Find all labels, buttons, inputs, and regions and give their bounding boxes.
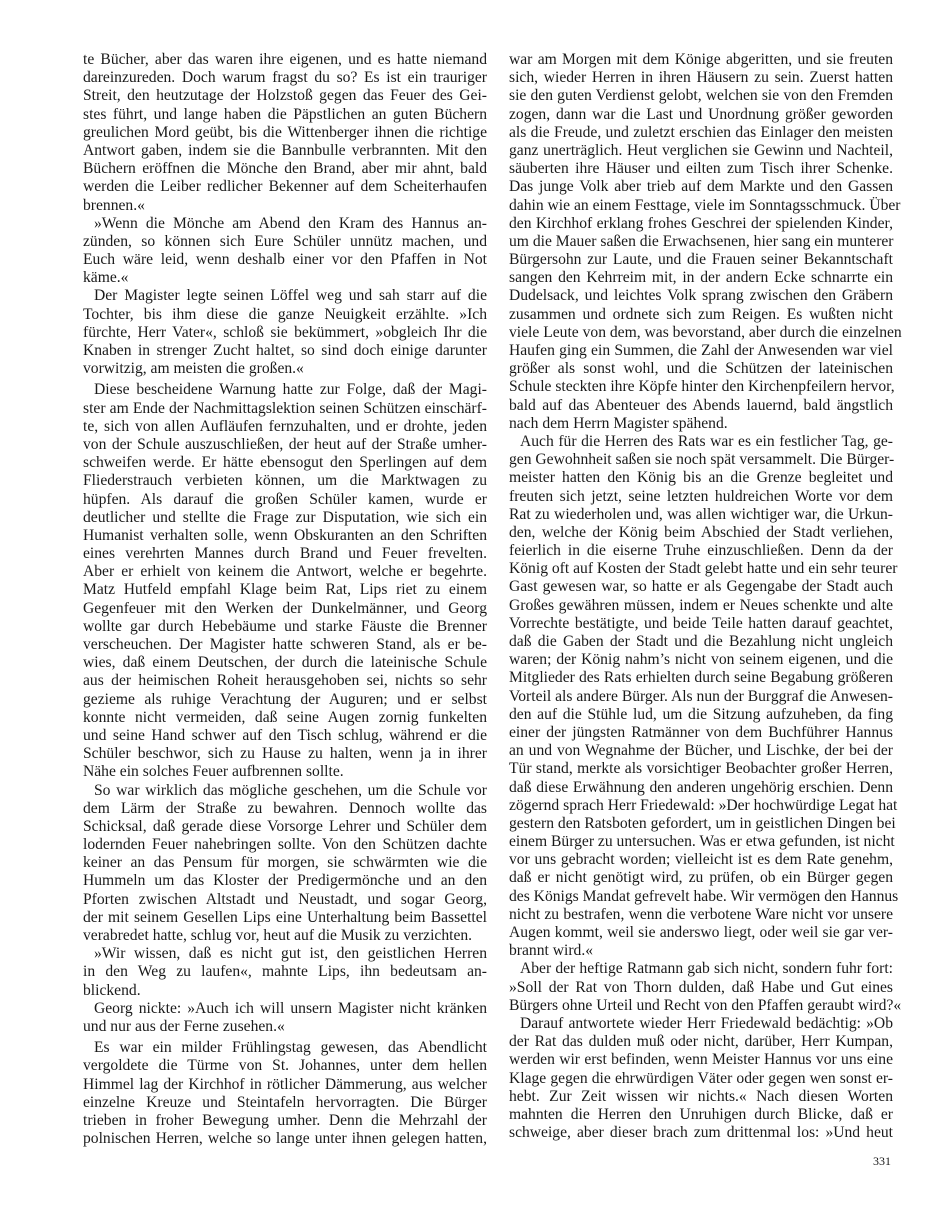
text-line: Knaben in strenger Zucht haltet, so sind doch einige darunter <box>83 342 487 359</box>
text-line: größer als sonst wohl, und die Schützen der lateinischen <box>509 360 893 378</box>
text-line: Aber der heftige Ratmann gab sich nicht, sondern fuhr fort: <box>520 960 893 978</box>
text-column-left <box>83 51 487 1148</box>
text-line: daß er nicht genötigt wird, zu prüfen, ob ein Bürger gegen <box>509 869 893 887</box>
paragraph <box>509 960 902 1015</box>
text-line: bald auf das Abenteuer des Abends lauernd, bald ängstlich <box>509 396 893 414</box>
text-line: Tür stand, merkte als vorsichtiger Beobachter großer Herren, <box>509 760 893 778</box>
text-line: te Bücher, aber das waren ihre eigenen, und es hatte niemand <box>83 51 487 68</box>
text-line: eines verehrten Mannes durch Brand und Feuer frevelten. <box>83 545 487 563</box>
text-line: Haufen ging ein Summen, die Zahl der Anwesenden war viel <box>509 342 893 359</box>
text-line: trieben in froher Bewegung umher. Denn die Mehrzahl der <box>83 1111 487 1129</box>
text-line: Matz Hutfeld empfahl Klage beim Rat, Lips riet zu einem <box>83 581 487 599</box>
text-line: fürchte, Herr Vater«, schloß sie bekümmert, »obgleich Ihr die <box>83 323 487 341</box>
text-line: mahnten die Herren den Unruhigen durch Blicke, daß er <box>509 1105 893 1123</box>
text-line: Rat zu wiederholen und, was allen wichtiger war, die Urkun- <box>509 505 893 523</box>
text-line: Schule steckten ihre Köpfe hinter den Kirchenpfeilern hervor, <box>509 378 895 396</box>
text-line: vorwitzig, am meisten die großen.« <box>83 360 304 378</box>
text-line: und seine Hand schwer auf den Tisch schlug, während er die <box>83 726 487 744</box>
text-column-right <box>509 51 902 1142</box>
text-line: in den Weg zu laufen«, mahnte Lips, ihn bedeutsam an- <box>83 963 487 981</box>
text-line: an und von Wegnahme der Bücher, und Lischke, der bei der <box>509 742 893 760</box>
text-line: Schüler beschwor, sich zu Hause zu halten, wenn ja in ihrer <box>83 745 487 763</box>
text-line: daß die Gaben der Stadt und die Bezahlung nicht ungleich <box>509 633 893 650</box>
text-line: Augen kommt, weil sie anderswo liegt, oder weil sie gar ver- <box>509 924 893 941</box>
text-line: Aber er erhielt von keinem die Antwort, welche er begehrte. <box>83 563 487 581</box>
text-line: der Rat das dulden muß oder nicht, darüber, Herr Kumpan, <box>509 1033 893 1051</box>
text-line: dem Lärm der Straße zu bewahren. Dennoch wollte das <box>83 799 487 817</box>
paragraph <box>83 287 487 378</box>
text-line: der mit seinem Gesellen Lips eine Unterhaltung beim Bassettel <box>83 908 487 926</box>
text-line: viele Leute von dem, was bevorstand, aber durch die einzelnen <box>509 323 902 341</box>
text-line: lodernden Feuer nahebringen sollte. Von den Schützen dachte <box>83 836 487 854</box>
text-line: Großes gewähren müssen, indem er Neues schenkte und alte <box>509 596 893 614</box>
text-line: hebt. Zur Zeit wissen wir nichts.« Nach diesen Worten <box>509 1087 893 1105</box>
text-line: Diese bescheidene Warnung hatte zur Folge, daß der Magi- <box>94 381 487 399</box>
text-line: und nur aus der Ferne zusehen.« <box>83 1017 285 1035</box>
text-line: Tochter, bis ihm diese die ganze Neuigkeit erzählte. »Ich <box>83 305 487 323</box>
paragraph <box>509 432 899 960</box>
text-line: Bürgersohn zur Laute, und die Frauen seiner Bekanntschaft <box>509 251 893 269</box>
text-line: säuberten ihre Häuser und eilten zum Tisch ihrer Schenke. <box>509 160 893 178</box>
text-line: greulichen Mord geübt, bis die Wittenberger ihnen die richtige <box>83 123 487 141</box>
text-line: zusammen und ordnete sich zum Reigen. Es wußten nicht <box>509 305 893 323</box>
text-line: Schicksal, daß gerade diese Vorsorge Lehrer und Schüler dem <box>83 817 487 835</box>
text-line: wollte gar durch Hebebäume und starke Fäuste die Brenner <box>83 617 487 635</box>
text-line: Hummeln um das Kloster der Predigermönche und an den <box>83 872 487 890</box>
paragraph <box>83 215 487 288</box>
text-line: Mitglieder des Rats erhielten durch seine Begabung größeren <box>509 669 893 687</box>
text-line: sie den guten Verdienst gelobt, welchen sie von den Fremden <box>509 87 893 105</box>
text-line: einzelne Kreuze und Steintafeln hervorragten. Die Bürger <box>83 1093 487 1111</box>
text-line: zünden, so können sich Eure Schüler unnütz machen, und <box>83 232 487 250</box>
text-line: dahin wie an einem Festtage, viele im Sonntagsschmuck. Über <box>509 196 901 214</box>
paragraph <box>83 1000 487 1036</box>
paragraph <box>83 782 487 946</box>
text-line: werden die Leiber redlicher Bekenner auf dem Scheiterhaufen <box>83 178 487 196</box>
paragraph <box>83 945 487 1000</box>
text-line: vor uns gebracht worden; vielleicht ist es dem Rate genehm, <box>509 851 893 869</box>
text-line: sangen den Kehrreim mit, in der andern Ecke schnarrte ein <box>509 269 893 287</box>
text-line: brennen.« <box>83 196 145 214</box>
text-line: nach dem Herrn Magister spähend. <box>509 414 728 432</box>
text-line: Klage gegen die ehrwürdigen Väter oder gegen wen sonst er- <box>509 1069 893 1087</box>
text-line: sich, wieder Herren in ihren Häusern zu sein. Zuerst hatten <box>509 69 893 87</box>
text-line: ster am Ende der Nachmittagslektion seinen Schützen einschärf- <box>83 399 487 417</box>
text-line: »Wir wissen, daß es nicht gut ist, den geistlichen Herren <box>94 945 487 963</box>
text-line: den, welche der König beim Abschied der Stadt verliehen, <box>509 523 893 541</box>
text-line: Vorteil als andere Bürger. Als nun der Burggraf die Anwesen- <box>509 687 893 705</box>
paragraph <box>83 51 487 215</box>
text-line: zogen, dann war die Last und Unordnung größer geworden <box>509 105 893 123</box>
text-line: Nähe ein solches Feuer aufbrennen sollte. <box>83 763 344 781</box>
text-line: verscheuchen. Der Magister hatte schweren Stand, als er be- <box>83 636 487 653</box>
text-line: stes führt, und lange haben die Päpstlichen an guten Büchern <box>83 105 487 123</box>
text-line: dareinzureden. Doch warum fragst du so? Es ist ein trauriger <box>83 69 487 87</box>
text-line: um die Mauer saßen die Erwachsenen, hier sang ein munterer <box>509 232 894 250</box>
text-line: käme.« <box>83 269 129 287</box>
text-line: als die Freude, und zuletzt erschien das Einlager den meisten <box>509 123 893 141</box>
text-line: Gegenfeuer mit den Werken der Dunkelmänner, und Georg <box>83 599 487 617</box>
text-line: blickend. <box>83 981 141 999</box>
text-line: den auf die Stühle lud, um die Sitzung aufzuheben, da fing <box>509 705 893 723</box>
text-line: ganz unerträglich. Heut verglichen sie Gewinn und Nachteil, <box>509 141 893 159</box>
text-line: Streit, den heutzutage der Holzstoß gegen das Feuer des Gei- <box>83 87 487 105</box>
text-line: vergoldete die Türme von St. Johannes, unter dem hellen <box>83 1057 487 1075</box>
text-line: Auch für die Herren des Rats war es ein festlicher Tag, ge- <box>520 432 893 450</box>
text-line: verabredet hatte, schlug vor, heut auf die Musik zu verzichten. <box>83 927 473 944</box>
text-line: keiner an das Pensum für morgen, sie schwärmten wie die <box>83 854 487 872</box>
paragraph <box>83 381 487 781</box>
text-line: Das junge Volk aber trieb auf dem Markte und den Gassen <box>509 178 893 196</box>
paragraph <box>83 1039 487 1148</box>
text-line: Der Magister legte seinen Löffel weg und sah starr auf die <box>94 287 487 305</box>
text-line: Humanist verhalten solle, wenn Obskuranten an den Schriften <box>83 526 487 544</box>
text-line: König oft auf Kosten der Stadt gelebt hatte und ein sehr teurer <box>509 560 898 578</box>
text-line: des Königs Mandat gefrevelt habe. Wir vermögen den Hannus <box>509 887 899 905</box>
text-line: daß diese Erwähnung den anderen ungehörig erschien. Denn <box>509 778 893 796</box>
text-line: hüpfen. Als darauf die großen Schüler kamen, wurde er <box>83 490 487 508</box>
text-line: Bürgers ohne Urteil und Recht von den Pfaffen geraubt wird?« <box>509 996 902 1014</box>
text-line: polnischen Herren, welche so lange unter ihnen gelegen hatten, <box>83 1130 487 1148</box>
text-line: Dudelsack, und leichtes Volk sprang zwischen den Gräbern <box>509 287 893 305</box>
text-line: Vorrechte bestätigte, und beide Teile hatten darauf geachtet, <box>509 614 893 632</box>
text-line: meister hatten den König bis an die Grenze begleitet und <box>509 469 893 487</box>
text-line: te, sich von allen Aufläufen fernzuhalten, und er drohte, jeden <box>83 417 487 435</box>
text-line: wies, daß einem Deutschen, der durch die lateinische Schule <box>83 654 487 672</box>
text-line: Antwort gaben, indem sie die Bannbulle verbrannten. Mit den <box>83 141 487 159</box>
text-line: Georg nickte: »Auch ich will unsern Magister nicht kränken <box>94 999 487 1017</box>
text-line: Darauf antwortete wieder Herr Friedewald bedächtig: »Ob <box>520 1014 893 1032</box>
paragraph <box>509 51 902 433</box>
text-line: feierlich in die eiserne Truhe einzuschließen. Denn da der <box>509 542 893 560</box>
text-line: schweige, aber dieser brach zum drittenmal los: »Und heut <box>509 1124 893 1142</box>
text-line: werden wir erst befinden, wenn Meister Hannus vor uns eine <box>509 1051 893 1069</box>
text-line: Büchern eröffnen die Mönche den Brand, aber mir ahnt, bald <box>83 160 487 178</box>
text-line: Euch wäre leid, wenn deshalb einer vor den Pfaffen in Not <box>83 251 487 269</box>
text-line: einer der jüngsten Ratmänner von dem Buchführer Hannus <box>509 723 893 741</box>
text-line: zögernd sprach Herr Friedewald: »Der hochwürdige Legat hat <box>509 796 898 814</box>
text-line: nicht zu bestrafen, wenn die verbotene Ware nicht vor unsere <box>509 905 893 923</box>
text-line: war am Morgen mit dem Könige abgeritten, und sie freuten <box>509 51 893 68</box>
text-line: den Kirchhof erklang frohes Geschrei der spielenden Kinder, <box>509 214 893 232</box>
text-line: einem Bürger zu untersuchen. Was er etwa gefunden, ist nicht <box>509 833 895 851</box>
text-line: Himmel lag der Kirchhof in rötlicher Dämmerung, aus welcher <box>83 1075 487 1093</box>
text-line: gestern den Ratsboten gefordert, um in geistlichen Dingen bei <box>509 814 896 832</box>
text-line: gezieme als ruhige Verachtung der Auguren; und er selbst <box>83 690 487 708</box>
text-line: schweifen werde. Er hätte ebensogut den Sperlingen auf dem <box>83 454 487 472</box>
page-number: 331 <box>873 1154 891 1168</box>
paragraph <box>509 1015 893 1142</box>
text-line: Es war ein milder Frühlingstag gewesen, das Abendlicht <box>94 1039 487 1057</box>
text-line: von der Schule auszuschließen, der heut auf der Straße umher- <box>83 435 487 453</box>
text-line: aus der heimischen Roheit herausgehoben sei, nichts so sehr <box>83 672 487 690</box>
text-line: Fliederstrauch verbieten können, um die Marktwagen zu <box>83 472 487 490</box>
text-line: So war wirklich das mögliche geschehen, um die Schule vor <box>94 781 487 799</box>
text-line: Gast gewesen war, so hatte er als Gegengabe der Stadt auch <box>509 578 893 596</box>
text-line: konnte nicht vermeiden, daß seine Augen zornig funkelten <box>83 708 487 726</box>
text-line: »Wenn die Mönche am Abend den Kram des Hannus an- <box>94 214 487 232</box>
text-line: Pforten zwischen Altstadt und Neustadt, und sogar Georg, <box>83 890 487 908</box>
text-line: deutlicher und stellte die Frage zur Disputation, wie sich ein <box>83 508 487 526</box>
text-line: »Soll der Rat von Thorn dulden, daß Habe und Gut eines <box>509 978 893 996</box>
text-line: waren; der König nahm’s nicht von seinem eigenen, und die <box>509 651 893 669</box>
text-line: freuten sich jetzt, seine letzten huldreichen Worte vor dem <box>509 487 893 505</box>
text-line: gen Gewohnheit saßen sie noch spät versammelt. Die Bürger- <box>509 451 895 469</box>
text-line: brannt wird.« <box>509 942 594 960</box>
